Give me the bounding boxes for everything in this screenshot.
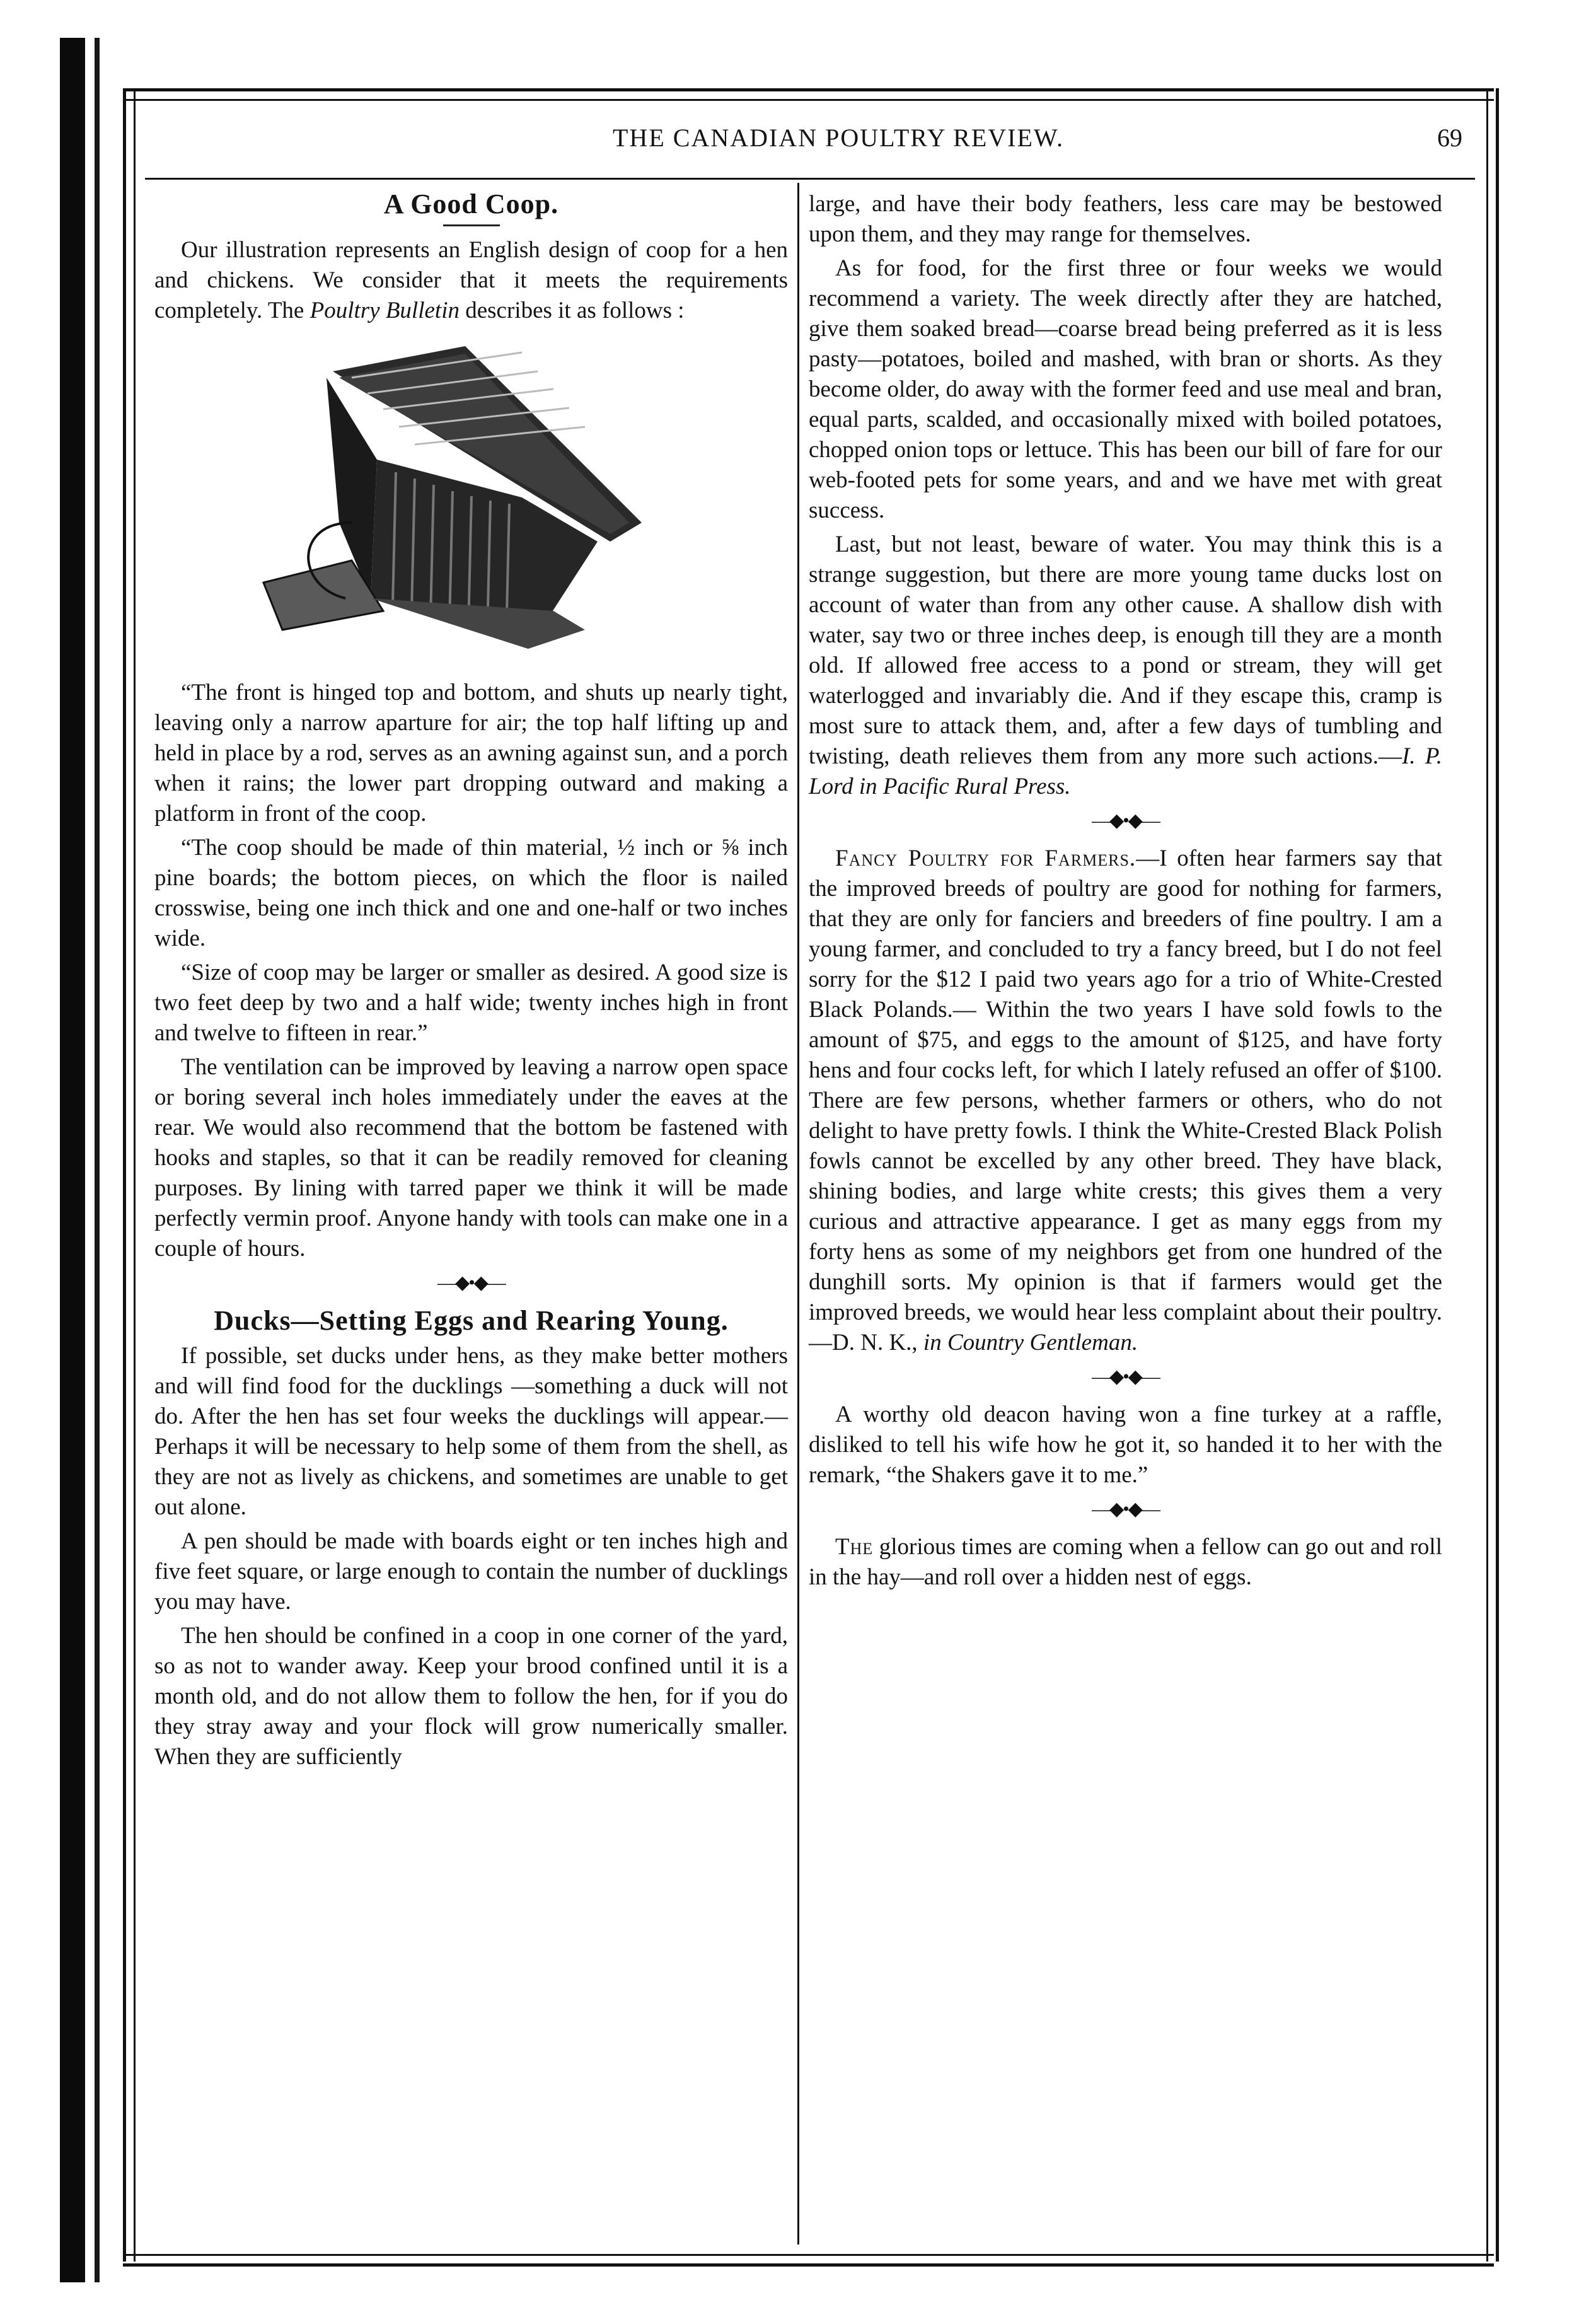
page-border-right — [1486, 88, 1499, 2262]
article-title: A Good Coop. — [383, 189, 559, 219]
column-divider — [797, 183, 799, 2244]
paragraph: “The front is hinged top and bottom, and shuts up nearly tight, leaving only a narrow aparture for air; the top half lifting up and held in place by a rod, serves as an awning against sun, and a porch when it rains; the lower part dropping outward and making a platform in front of the coop. — [154, 680, 788, 827]
section-ornament: —◆•◆— — [1092, 810, 1159, 831]
article-credit: in Country Gentleman. — [923, 1330, 1138, 1356]
paragraph: Last, but not least, beware of water. You may think this is a strange suggestion, but there are more young tame ducks lost on account of water than from any other cause. A shallow dish with water, say two or three inches deep, is enough till they are a month old. If allowed free access to a pond or stream, they will get waterlogged and invariably die. And if they escape this, cramp is most sure to attack them, and, after a few days of tumbling and twisting, death relieves them from any more such actions.—I. P. Lord in Pacific Rural Press. — [809, 531, 1443, 799]
left-column — [154, 189, 788, 1776]
paragraph: “The coop should be made of thin material, ½ inch or ⅝ inch pine boards; the bottom pieces, on which the floor is nailed crosswise, being one inch thick and one and one-half or two inches wide. — [154, 835, 788, 951]
article-title: Ducks—Setting Eggs and Rearing Young. — [214, 1305, 729, 1336]
header-rule — [145, 178, 1475, 180]
section-ornament: —◆•◆— — [437, 1272, 505, 1293]
article-lead: Fancy Poultry for Farmers. — [835, 845, 1136, 871]
section-ornament: —◆•◆— — [1092, 1499, 1159, 1519]
paragraph: The hen should be confined in a coop in one corner of the yard, so as not to wander away. Keep your brood confined until it is a month old, and do not allow them to follow the hen, for if you do they stray away and your flock will grow numerically smaller. When they are sufficiently — [154, 1623, 788, 1770]
paragraph: A worthy old deacon having won a fine turkey at a raffle, disliked to tell his wife how he got it, so handed it to her with the remark, “the Shakers gave it to me.” — [809, 1402, 1442, 1488]
paragraph: The ventilation can be improved by leaving a narrow open space or boring several inch holes immediately under the eaves at the rear. We would also recommend that the bottom be fastened with hooks and staples, so that it can be readily removed for cleaning purposes. By lining with tarred paper we think it will be made perfectly vermin proof. Anyone handy with tools can make one in a couple of hours. — [154, 1054, 788, 1262]
article-lead: The — [835, 1534, 874, 1560]
paragraph: If possible, set ducks under hens, as they make better mothers and will find food for the ducklings —something a duck will not do. After the hen has set four weeks the ducklings will appear.— Perhaps it will be necessary to help some of them from the shell, as they are not as lively as chickens, and sometimes are unable to get out alone. — [154, 1343, 788, 1520]
running-title: THE CANADIAN POULTRY REVIEW. — [613, 124, 1064, 152]
paragraph: A pen should be made with boards eight or ten inches high and five feet square, or large enough to contain the number of ducklings you may have. — [154, 1528, 788, 1615]
article-ducks — [154, 1306, 788, 1772]
paragraph: Fancy Poultry for Farmers.—I often hear farmers say that the improved breeds of poultry are good for nothing for farmers, that they are only for fanciers and breeders of fine poultry. I am a young farmer, and concluded to try a fancy breed, but I do not feel sorry for the $12 I paid two years ago for a trio of White-Crested Black Polands.— Within the two years I have sold fowls to the amount of $75, and eggs to the amount of $125, and have forty hens and four cocks left, for which I lately refused an offer of $100. There are few persons, whether farmers or others, who do not delight to have pretty fowls. I think the White-Crested Black Polish fowls cannot be excelled by any other breed. They have black, shining bodies, and large white crests; this gives them a very curious and attractive appearance. I get as many eggs from my forty hens as some of my neighbors get from one hundred of the dunghill sorts. My opinion is that if farmers would get the improved breeds, we would hear less complaint about their poultry.—D. N. K., in Country Gentleman. — [809, 845, 1443, 1356]
page-border-left — [123, 88, 136, 2262]
coop-illustration — [257, 334, 686, 661]
page-border-bottom — [123, 2254, 1494, 2267]
page-number: 69 — [1437, 124, 1462, 152]
article-ducks-continued — [809, 189, 1442, 802]
paragraph: The glorious times are coming when a fellow can go out and roll in the hay—and roll over a hidden nest of eggs. — [809, 1534, 1442, 1590]
right-column — [809, 189, 1442, 1596]
paragraph: Our illustration represents an English design of coop for a hen and chickens. We consider that it meets the requirements completely. The Poultry Bulletin describes it as follows : — [154, 237, 788, 323]
title-rule — [443, 224, 500, 226]
article-credit: I. P. Lord in Pacific Rural Press. — [809, 743, 1443, 799]
binding-edge-line — [95, 38, 100, 2282]
binding-edge-bar — [60, 38, 85, 2282]
page-header — [145, 123, 1469, 167]
article-glorious-times — [809, 1532, 1442, 1593]
paragraph: large, and have their body feathers, less care may be bestowed upon them, and they may range for themselves. — [809, 191, 1442, 247]
paragraph: “Size of coop may be larger or smaller as desired. A good size is two feet deep by two and a half wide; twenty inches high in front and twelve to fifteen in rear.” — [154, 960, 788, 1046]
article-fancy-poultry — [809, 844, 1442, 1358]
page-border-top — [123, 88, 1494, 101]
article-good-coop — [154, 189, 788, 1264]
section-ornament: —◆•◆— — [1092, 1366, 1159, 1387]
article-deacon — [809, 1400, 1442, 1490]
paragraph: As for food, for the first three or four weeks we would recommend a variety. The week directly after they are hatched, give them soaked bread—coarse bread being preferred as it is less pasty—potatoes, boiled and mashed, with bran or shorts. As they become older, do away with the former feed and use meal and bran, equal parts, scalded, and occasionally mixed with boiled potatoes, chopped onion tops or lettuce. This has been our bill of fare for our web-footed pets for some years, and and we have met with great success. — [809, 255, 1442, 523]
source-name: Poultry Bulletin — [309, 298, 460, 323]
